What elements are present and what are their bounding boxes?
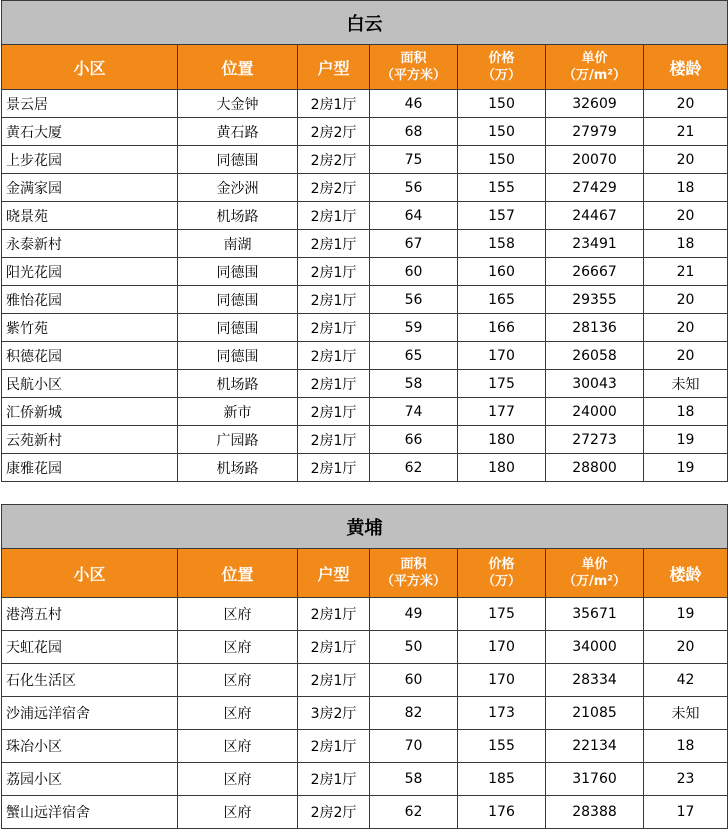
cell-layout: 2房1厅 (298, 454, 370, 482)
cell-age: 20 (644, 314, 728, 342)
table-row (2, 730, 728, 763)
cell-age: 19 (644, 426, 728, 454)
cell-unit-price: 32609 (546, 90, 644, 118)
table-row (2, 426, 728, 454)
cell-unit-price: 31760 (546, 763, 644, 796)
cell-unit-price: 29355 (546, 286, 644, 314)
cell-location: 黄石路 (178, 118, 298, 146)
cell-location: 区府 (178, 697, 298, 730)
cell-layout: 2房1厅 (298, 202, 370, 230)
table-row (2, 314, 728, 342)
cell-area: 62 (370, 796, 458, 829)
cell-price: 150 (458, 118, 546, 146)
cell-price: 175 (458, 598, 546, 631)
cell-name: 晓景苑 (2, 202, 178, 230)
cell-unit-price: 20070 (546, 146, 644, 174)
cell-name: 雅怡花园 (2, 286, 178, 314)
cell-name: 黄石大厦 (2, 118, 178, 146)
baiyun-table (1, 0, 728, 482)
table-row (2, 631, 728, 664)
cell-area: 56 (370, 174, 458, 202)
table-row (2, 146, 728, 174)
cell-area: 60 (370, 664, 458, 697)
cell-unit-price: 27979 (546, 118, 644, 146)
cell-name: 云苑新村 (2, 426, 178, 454)
cell-layout: 2房2厅 (298, 174, 370, 202)
cell-layout: 2房2厅 (298, 118, 370, 146)
table-row (2, 598, 728, 631)
cell-price: 173 (458, 697, 546, 730)
cell-location: 区府 (178, 598, 298, 631)
cell-location: 机场路 (178, 454, 298, 482)
cell-area: 67 (370, 230, 458, 258)
cell-age: 20 (644, 286, 728, 314)
cell-name: 阳光花园 (2, 258, 178, 286)
table-row (2, 286, 728, 314)
col-header-age: 楼龄 (644, 45, 728, 90)
cell-area: 56 (370, 286, 458, 314)
cell-unit-price: 26058 (546, 342, 644, 370)
cell-unit-price: 34000 (546, 631, 644, 664)
table-row (2, 90, 728, 118)
table-row (2, 118, 728, 146)
cell-price: 176 (458, 796, 546, 829)
cell-name: 景云居 (2, 90, 178, 118)
cell-name: 民航小区 (2, 370, 178, 398)
cell-age: 未知 (644, 370, 728, 398)
table-row (2, 174, 728, 202)
cell-area: 82 (370, 697, 458, 730)
cell-area: 74 (370, 398, 458, 426)
cell-age: 18 (644, 730, 728, 763)
cell-name: 天虹花园 (2, 631, 178, 664)
cell-price: 170 (458, 342, 546, 370)
cell-unit-price: 27429 (546, 174, 644, 202)
cell-name: 珠冶小区 (2, 730, 178, 763)
cell-location: 区府 (178, 730, 298, 763)
cell-layout: 2房1厅 (298, 631, 370, 664)
col-header-unit-price: 单价 （万/m²） (546, 45, 644, 90)
cell-name: 上步花园 (2, 146, 178, 174)
cell-area: 50 (370, 631, 458, 664)
col-header-area: 面积 （平方米） (370, 45, 458, 90)
cell-layout: 2房2厅 (298, 146, 370, 174)
cell-area: 65 (370, 342, 458, 370)
cell-layout: 2房1厅 (298, 763, 370, 796)
col-header-price: 价格 （万） (458, 549, 546, 598)
cell-area: 49 (370, 598, 458, 631)
cell-price: 166 (458, 314, 546, 342)
cell-unit-price: 26667 (546, 258, 644, 286)
huangpu-table (1, 504, 728, 829)
cell-age: 18 (644, 230, 728, 258)
cell-unit-price: 28800 (546, 454, 644, 482)
cell-age: 20 (644, 202, 728, 230)
cell-name: 积德花园 (2, 342, 178, 370)
col-header-location: 位置 (178, 45, 298, 90)
table-row (2, 454, 728, 482)
cell-price: 165 (458, 286, 546, 314)
table-row (2, 258, 728, 286)
cell-age: 20 (644, 146, 728, 174)
cell-area: 64 (370, 202, 458, 230)
table-row (2, 763, 728, 796)
cell-price: 157 (458, 202, 546, 230)
cell-age: 19 (644, 598, 728, 631)
col-header-area: 面积 （平方米） (370, 549, 458, 598)
cell-area: 46 (370, 90, 458, 118)
cell-area: 62 (370, 454, 458, 482)
cell-location: 大金钟 (178, 90, 298, 118)
cell-location: 广园路 (178, 426, 298, 454)
col-header-layout: 户型 (298, 45, 370, 90)
cell-layout: 3房2厅 (298, 697, 370, 730)
cell-age: 18 (644, 174, 728, 202)
cell-name: 蟹山远洋宿舍 (2, 796, 178, 829)
cell-area: 68 (370, 118, 458, 146)
cell-name: 紫竹苑 (2, 314, 178, 342)
cell-age: 20 (644, 631, 728, 664)
cell-name: 石化生活区 (2, 664, 178, 697)
cell-layout: 2房1厅 (298, 598, 370, 631)
cell-unit-price: 35671 (546, 598, 644, 631)
cell-layout: 2房2厅 (298, 796, 370, 829)
cell-name: 金满家园 (2, 174, 178, 202)
cell-unit-price: 28334 (546, 664, 644, 697)
cell-location: 同德围 (178, 342, 298, 370)
cell-price: 177 (458, 398, 546, 426)
cell-name: 港湾五村 (2, 598, 178, 631)
cell-layout: 2房1厅 (298, 370, 370, 398)
cell-location: 金沙洲 (178, 174, 298, 202)
cell-price: 158 (458, 230, 546, 258)
cell-price: 185 (458, 763, 546, 796)
cell-unit-price: 27273 (546, 426, 644, 454)
cell-layout: 2房1厅 (298, 426, 370, 454)
cell-unit-price: 23491 (546, 230, 644, 258)
cell-price: 175 (458, 370, 546, 398)
cell-price: 150 (458, 146, 546, 174)
cell-name: 康雅花园 (2, 454, 178, 482)
cell-unit-price: 28388 (546, 796, 644, 829)
cell-location: 新市 (178, 398, 298, 426)
cell-layout: 2房1厅 (298, 398, 370, 426)
cell-layout: 2房1厅 (298, 90, 370, 118)
table-row (2, 398, 728, 426)
col-header-name: 小区 (2, 549, 178, 598)
cell-area: 58 (370, 370, 458, 398)
cell-age: 17 (644, 796, 728, 829)
col-header-name: 小区 (2, 45, 178, 90)
cell-name: 荔园小区 (2, 763, 178, 796)
cell-layout: 2房1厅 (298, 342, 370, 370)
cell-area: 58 (370, 763, 458, 796)
cell-age: 18 (644, 398, 728, 426)
table-row (2, 370, 728, 398)
cell-unit-price: 28136 (546, 314, 644, 342)
cell-layout: 2房1厅 (298, 664, 370, 697)
cell-name: 汇侨新城 (2, 398, 178, 426)
cell-layout: 2房1厅 (298, 730, 370, 763)
cell-unit-price: 22134 (546, 730, 644, 763)
cell-price: 180 (458, 454, 546, 482)
cell-price: 160 (458, 258, 546, 286)
cell-age: 21 (644, 258, 728, 286)
cell-location: 区府 (178, 631, 298, 664)
cell-location: 机场路 (178, 202, 298, 230)
col-header-layout: 户型 (298, 549, 370, 598)
cell-unit-price: 24467 (546, 202, 644, 230)
cell-price: 155 (458, 174, 546, 202)
cell-price: 180 (458, 426, 546, 454)
cell-location: 同德围 (178, 286, 298, 314)
cell-area: 66 (370, 426, 458, 454)
cell-area: 59 (370, 314, 458, 342)
cell-location: 区府 (178, 796, 298, 829)
cell-location: 同德围 (178, 258, 298, 286)
cell-price: 150 (458, 90, 546, 118)
cell-location: 区府 (178, 763, 298, 796)
col-header-location: 位置 (178, 549, 298, 598)
cell-area: 75 (370, 146, 458, 174)
table-row (2, 796, 728, 829)
cell-age: 19 (644, 454, 728, 482)
cell-location: 南湖 (178, 230, 298, 258)
cell-age: 23 (644, 763, 728, 796)
table-row (2, 202, 728, 230)
table-row (2, 697, 728, 730)
cell-price: 170 (458, 664, 546, 697)
cell-age: 21 (644, 118, 728, 146)
cell-layout: 2房1厅 (298, 314, 370, 342)
cell-layout: 2房1厅 (298, 230, 370, 258)
cell-layout: 2房1厅 (298, 258, 370, 286)
cell-name: 永泰新村 (2, 230, 178, 258)
cell-price: 155 (458, 730, 546, 763)
table-row (2, 230, 728, 258)
cell-age: 20 (644, 342, 728, 370)
cell-unit-price: 30043 (546, 370, 644, 398)
col-header-price: 价格 （万） (458, 45, 546, 90)
cell-price: 170 (458, 631, 546, 664)
cell-name: 沙浦远洋宿舍 (2, 697, 178, 730)
col-header-age: 楼龄 (644, 549, 728, 598)
section-title: 白云 (2, 1, 728, 45)
cell-location: 同德围 (178, 314, 298, 342)
section-title: 黄埔 (2, 505, 728, 549)
cell-location: 机场路 (178, 370, 298, 398)
table-row (2, 342, 728, 370)
cell-unit-price: 21085 (546, 697, 644, 730)
cell-age: 20 (644, 90, 728, 118)
col-header-unit-price: 单价 （万/m²） (546, 549, 644, 598)
cell-age: 42 (644, 664, 728, 697)
cell-location: 同德围 (178, 146, 298, 174)
cell-age: 未知 (644, 697, 728, 730)
cell-layout: 2房1厅 (298, 286, 370, 314)
table-row (2, 664, 728, 697)
cell-unit-price: 24000 (546, 398, 644, 426)
cell-area: 60 (370, 258, 458, 286)
cell-location: 区府 (178, 664, 298, 697)
cell-area: 70 (370, 730, 458, 763)
